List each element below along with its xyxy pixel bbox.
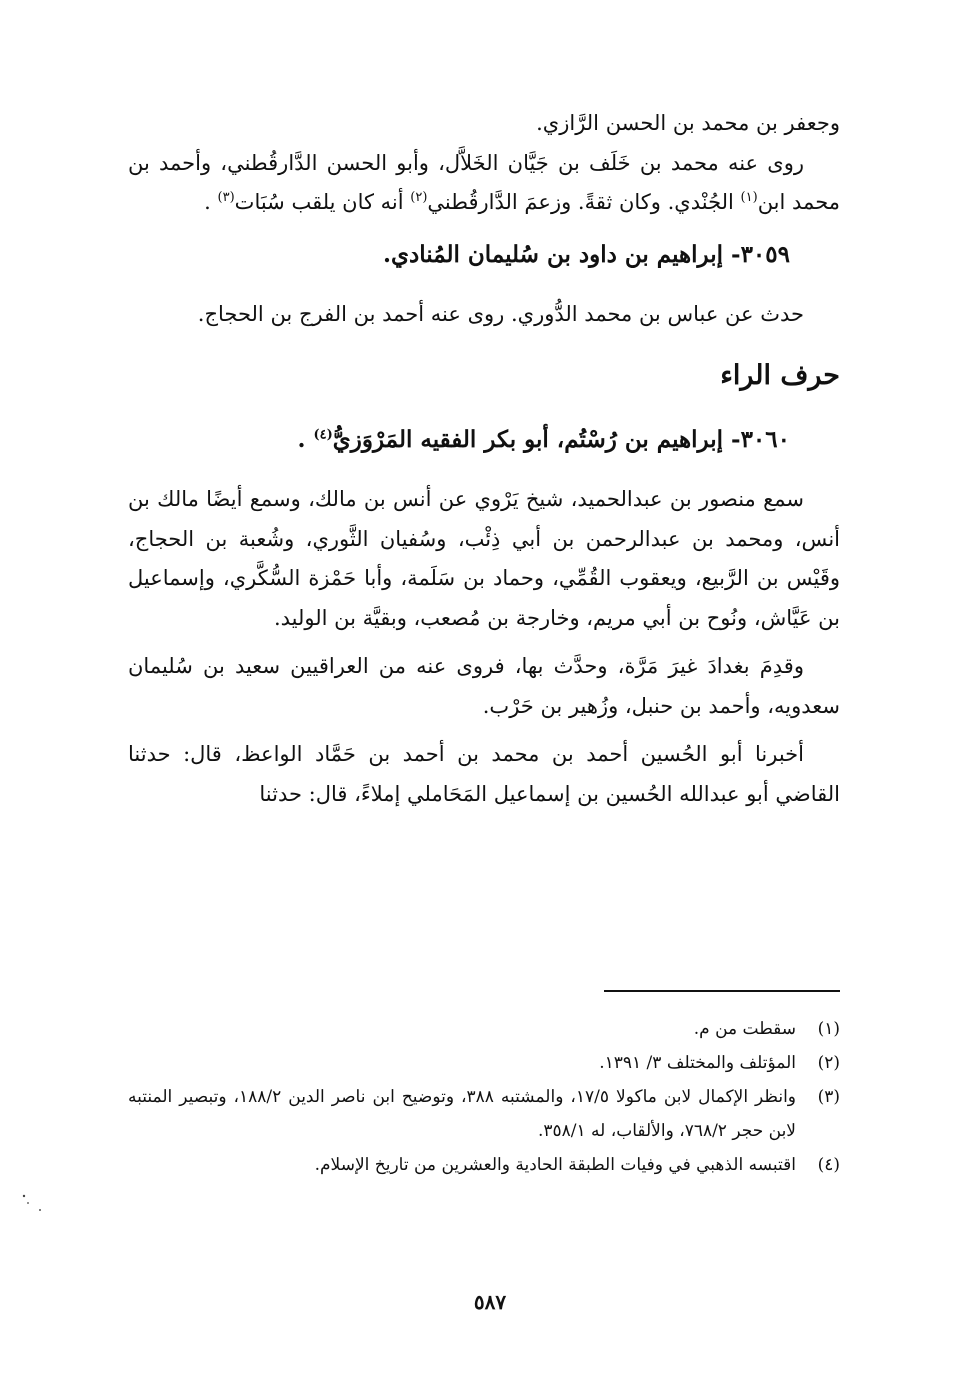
page-number: ٥٨٧ — [473, 1290, 507, 1314]
footnote-mark: (١) — [817, 1019, 840, 1039]
footnote-mark: (٣) — [817, 1087, 840, 1107]
footnote-ref-4: (٤) — [313, 427, 333, 443]
entry-title: - إبراهيم بن داود بن سُليمان المُنادي. — [383, 240, 741, 268]
footnote-text: وانظر الإكمال لابن ماكولا ١٧/٥، والمشتبه ٣٨٨، وتوضيح ابن ناصر الدين ١٨٨/٢، وتبصير المنتبه لابن حجر ٧٦٨/٢، والألقاب، له ٣٥٨/١. — [128, 1087, 797, 1141]
paragraph-text: الجُنْدي. وكان ثقةً. وزعمَ الدَّارقُطني — [427, 190, 741, 214]
paragraph-continued: وجعفر بن محمد بن الحسن الرَّازي. — [536, 111, 840, 135]
footnote-text: سقطت من م. — [693, 1019, 796, 1039]
paragraph-entry-3059: حدث عن عباس بن محمد الدُّوري. روى عنه أحمد بن الفرج بن الحجاج. — [197, 301, 804, 326]
footnote-text: المؤتلف والمختلف ٣/ ١٣٩١. — [599, 1053, 796, 1073]
paragraph-baghdad: وقدِمَ بغدادَ غيرَ مَرَّة، وحدَّث بها، فروى عنه من العراقيين سعيد بن سُليمان سعدويه، وأحمد بن حنبل، وزُهير بن حَرْب. — [128, 654, 840, 718]
footnote-ref-2: (٢) — [410, 190, 428, 205]
paragraph-text: أنه كان يلقب سُبَات — [234, 190, 411, 214]
entry-title: - إبراهيم بن رُسْتُم، أبو بكر الفقيه المَرْوَزيُّ — [332, 426, 741, 453]
paragraph-teachers: سمع منصور بن عبدالحميد، شيخ يَرْوي عن أنس بن مالك، وسمع أيضًا مالك بن أنس، ومحمد بن عبدالرحمن بن أبي ذِئْب، وسُفيان الثَّوري، وشُعبة بن الحجاج، وقَيْس بن الرَّبيع، ويعقوب القُمِّي، وحماد بن سَلَمة، وأبا حَمْزة السُّكَّري، وإسماعيل بن عَيَّاش، ونُوح بن أبي مريم، وخارجة بن مُصعب، وبقيَّة بن الوليد. — [128, 487, 840, 630]
entry-number: ٣٠٦٠ — [740, 426, 790, 453]
footnote-ref-3: (٣) — [217, 190, 235, 205]
footnote-text: اقتبسه الذهبي في وفيات الطبقة الحادية والعشرين من تاريخ الإسلام. — [314, 1155, 796, 1175]
footnote-mark: (٤) — [817, 1155, 840, 1175]
paragraph-isnad: أخبرنا أبو الحُسين أحمد بن محمد بن أحمد بن حَمَّاد الواعظ، قال: حدثنا القاضي أبو عبدالله الحُسين بن إسماعيل المَحَاملي إملاءً، قال: حدثنا — [128, 742, 840, 806]
section-heading: حرف الراء — [720, 360, 840, 391]
paragraph-text: روى عنه محمد بن خَلَف بن جَيَّان الخَلاَّل، وأبو الحسن الدَّارقُطني، وأحمد بن محمد ابن — [128, 150, 840, 214]
paragraph-text: . — [204, 190, 218, 214]
entry-title-end: . — [297, 426, 314, 453]
entry-number: ٣٠٥٩ — [740, 240, 790, 268]
footnote-ref-1: (١) — [740, 190, 758, 205]
footnote-mark: (٢) — [817, 1053, 840, 1073]
